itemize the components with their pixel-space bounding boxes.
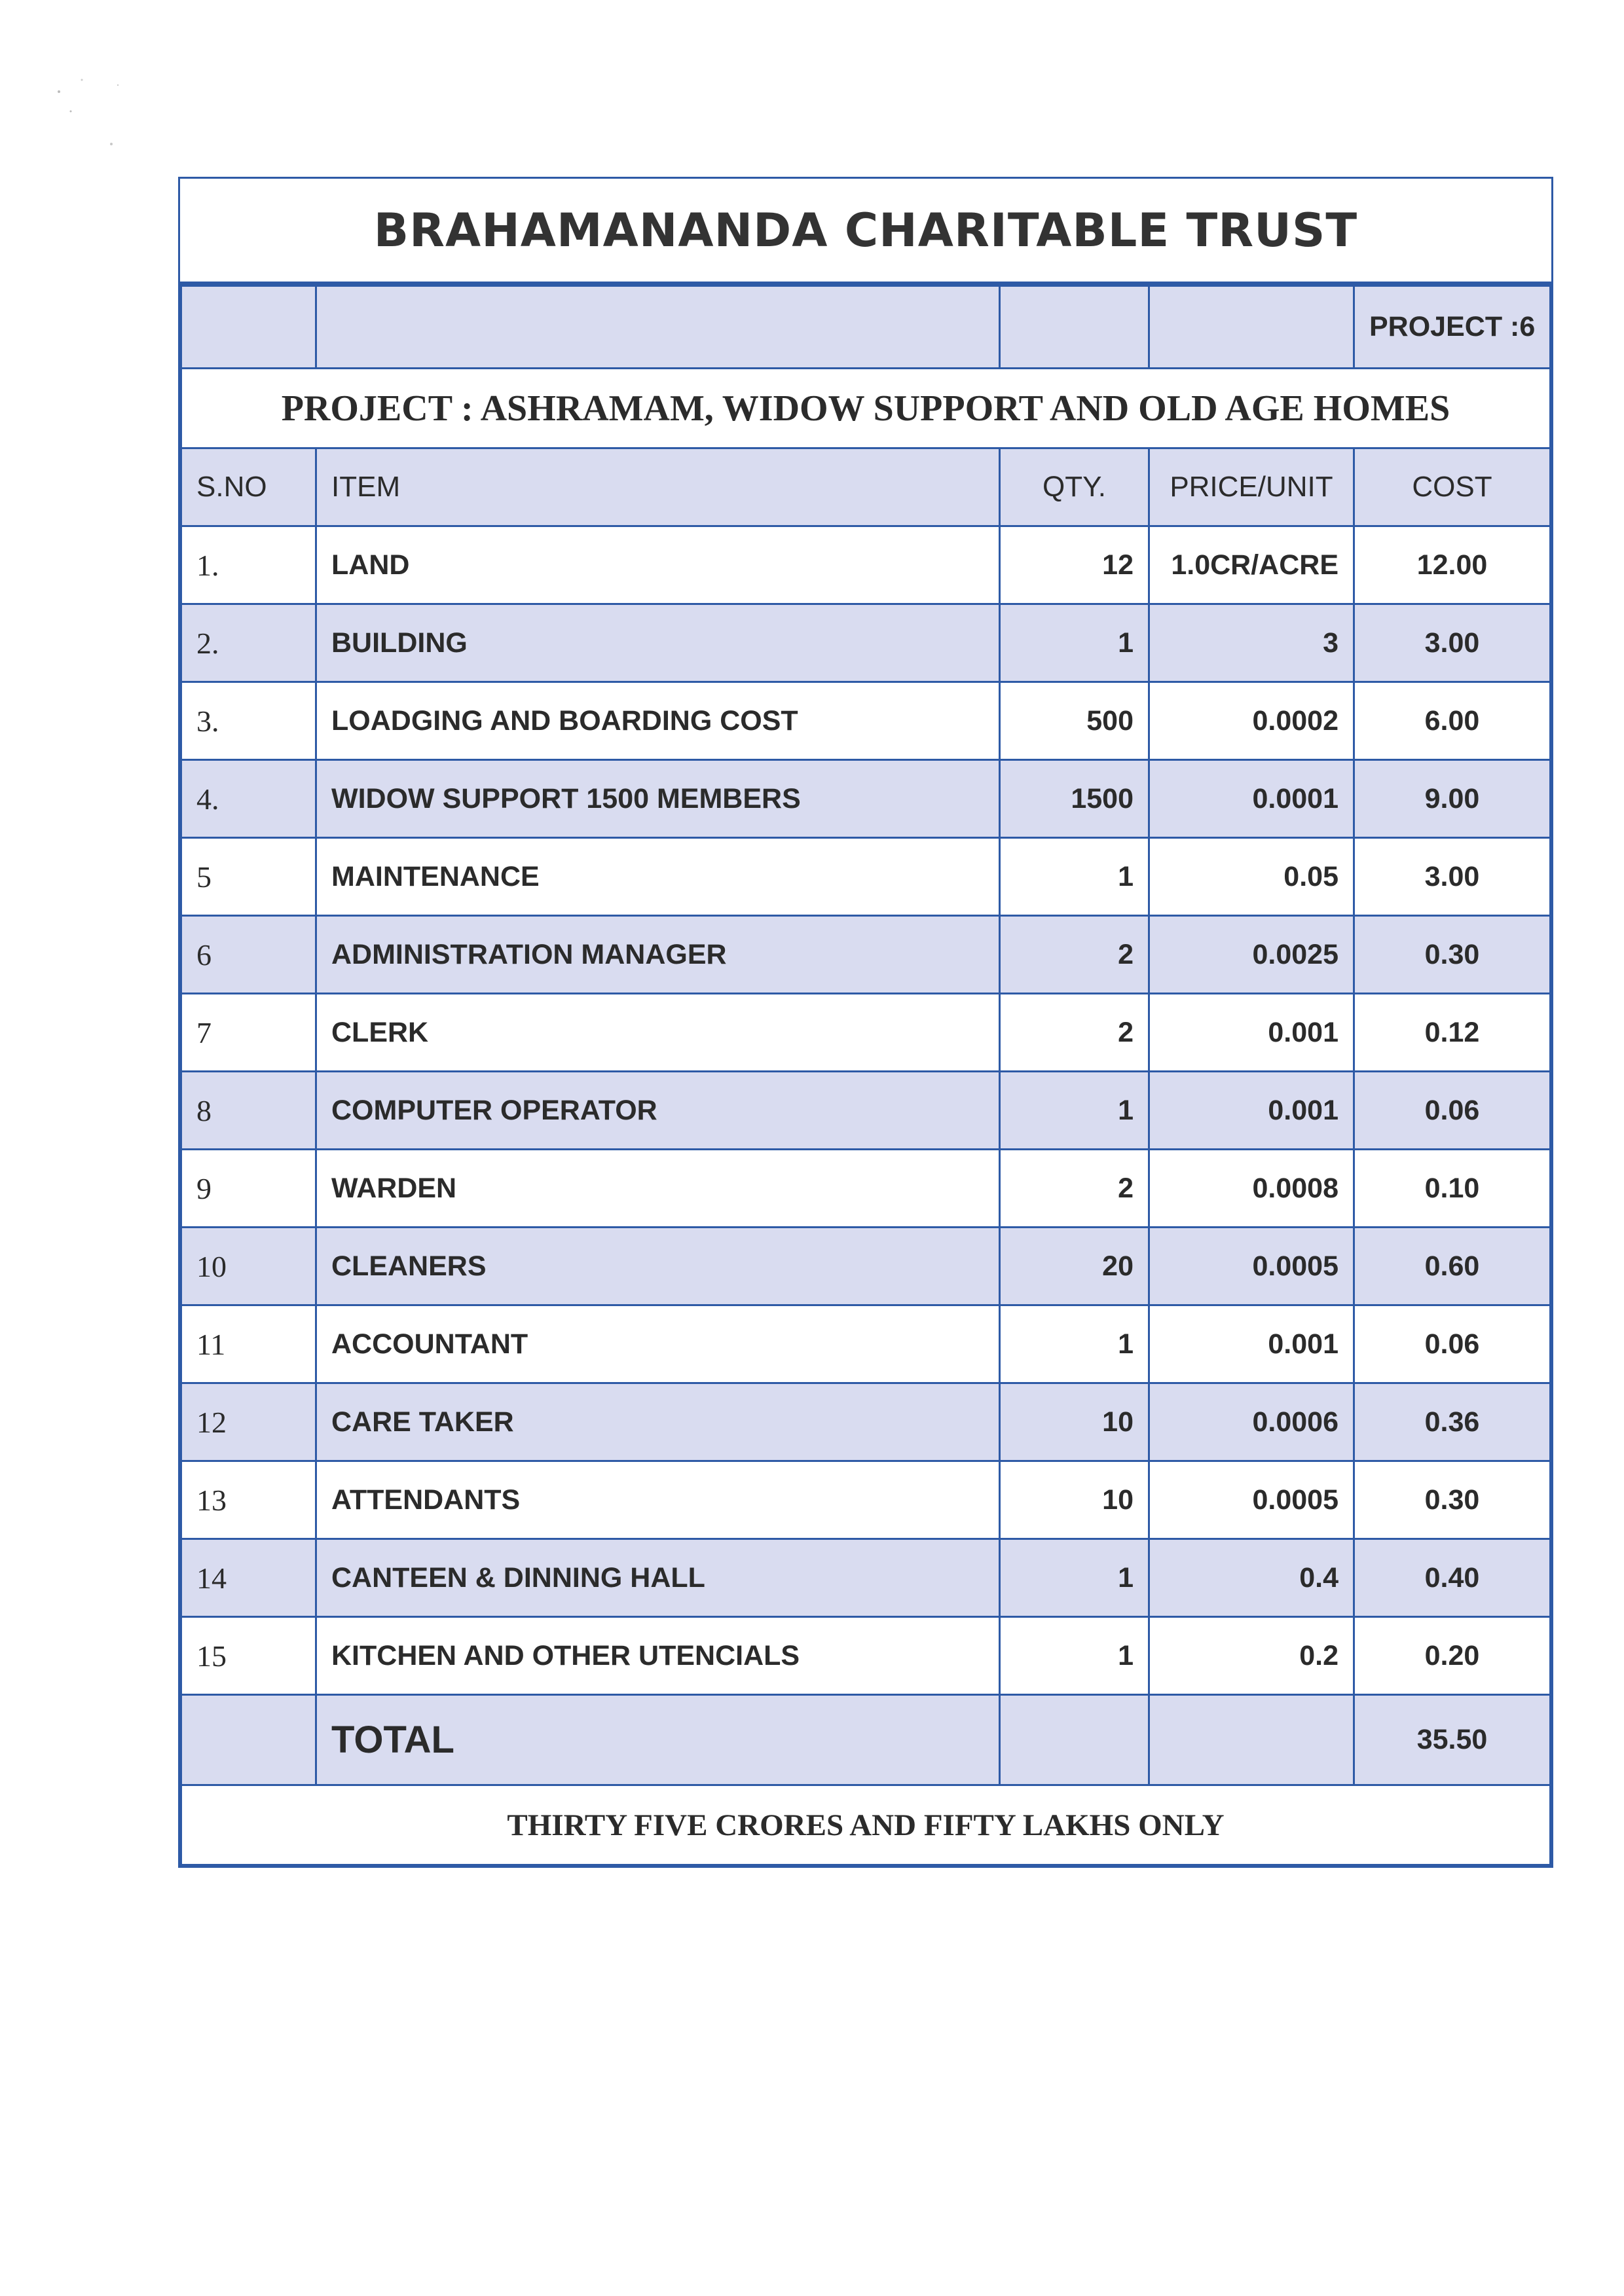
row-sno: 4. (181, 760, 316, 838)
table-row (181, 1150, 1551, 1228)
header-item: ITEM (316, 448, 1000, 526)
amount-in-words-row (181, 1785, 1551, 1865)
row-qty: 2 (1000, 916, 1149, 994)
row-sno: 6 (181, 916, 316, 994)
row-price: 0.001 (1149, 1072, 1354, 1150)
row-cost: 9.00 (1354, 760, 1551, 838)
total-label: TOTAL (316, 1695, 1000, 1785)
row-qty: 1 (1000, 838, 1149, 916)
row-qty: 2 (1000, 1150, 1149, 1228)
row-sno: 3. (181, 682, 316, 760)
row-price: 0.0008 (1149, 1150, 1354, 1228)
row-cost: 6.00 (1354, 682, 1551, 760)
row-item: LOADGING AND BOARDING COST (316, 682, 1000, 760)
row-item: LAND (316, 526, 1000, 604)
row-cost: 0.30 (1354, 1461, 1551, 1539)
row-cost: 3.00 (1354, 838, 1551, 916)
row-item: CARE TAKER (316, 1383, 1000, 1461)
table-row (181, 1383, 1551, 1461)
row-qty: 1 (1000, 1617, 1149, 1695)
subtitle-row (181, 369, 1551, 448)
row-sno: 5 (181, 838, 316, 916)
row-item: ADMINISTRATION MANAGER (316, 916, 1000, 994)
title-row (180, 179, 1551, 285)
row-price: 0.2 (1149, 1617, 1354, 1695)
row-qty: 1 (1000, 604, 1149, 682)
row-cost: 0.40 (1354, 1539, 1551, 1617)
table-row (181, 760, 1551, 838)
header-sno: S.NO (181, 448, 316, 526)
row-item: ATTENDANTS (316, 1461, 1000, 1539)
row-item: CLERK (316, 994, 1000, 1072)
row-qty: 1 (1000, 1539, 1149, 1617)
project-number: PROJECT :6 (1354, 286, 1551, 369)
table-row (181, 1228, 1551, 1305)
row-sno: 2. (181, 604, 316, 682)
row-price: 0.0006 (1149, 1383, 1354, 1461)
table-row (181, 1305, 1551, 1383)
row-sno: 13 (181, 1461, 316, 1539)
header-cost: COST (1354, 448, 1551, 526)
row-item: MAINTENANCE (316, 838, 1000, 916)
row-qty: 1 (1000, 1072, 1149, 1150)
row-qty: 1 (1000, 1305, 1149, 1383)
total-row (181, 1695, 1551, 1785)
row-price: 0.0005 (1149, 1461, 1354, 1539)
row-price: 3 (1149, 604, 1354, 682)
row-cost: 0.20 (1354, 1617, 1551, 1695)
row-item: WARDEN (316, 1150, 1000, 1228)
row-item: KITCHEN AND OTHER UTENCIALS (316, 1617, 1000, 1695)
row-qty: 10 (1000, 1461, 1149, 1539)
cost-sheet (178, 177, 1553, 1868)
header-price: PRICE/UNIT (1149, 448, 1354, 526)
table-row (181, 1539, 1551, 1617)
row-item: COMPUTER OPERATOR (316, 1072, 1000, 1150)
column-header-row (181, 448, 1551, 526)
row-cost: 0.06 (1354, 1072, 1551, 1150)
row-item: CANTEEN & DINNING HALL (316, 1539, 1000, 1617)
total-cost: 35.50 (1354, 1695, 1551, 1785)
row-item: BUILDING (316, 604, 1000, 682)
row-sno: 14 (181, 1539, 316, 1617)
table-row (181, 682, 1551, 760)
row-qty: 10 (1000, 1383, 1149, 1461)
table-row (181, 1461, 1551, 1539)
table-row (181, 526, 1551, 604)
row-cost: 0.12 (1354, 994, 1551, 1072)
row-sno: 15 (181, 1617, 316, 1695)
row-price: 0.0025 (1149, 916, 1354, 994)
scan-specks (46, 65, 151, 157)
table-row (181, 916, 1551, 994)
row-sno: 8 (181, 1072, 316, 1150)
row-cost: 0.36 (1354, 1383, 1551, 1461)
row-sno: 11 (181, 1305, 316, 1383)
row-sno: 1. (181, 526, 316, 604)
table-row (181, 1617, 1551, 1695)
row-item: CLEANERS (316, 1228, 1000, 1305)
row-qty: 20 (1000, 1228, 1149, 1305)
trust-title: BRAHAMANANDA CHARITABLE TRUST (373, 203, 1358, 257)
project-number-row (181, 286, 1551, 369)
amount-in-words: THIRTY FIVE CRORES AND FIFTY LAKHS ONLY (181, 1785, 1551, 1865)
row-price: 0.001 (1149, 994, 1354, 1072)
row-cost: 0.30 (1354, 916, 1551, 994)
row-price: 0.0005 (1149, 1228, 1354, 1305)
row-sno: 12 (181, 1383, 316, 1461)
row-item: WIDOW SUPPORT 1500 MEMBERS (316, 760, 1000, 838)
header-qty: QTY. (1000, 448, 1149, 526)
row-item: ACCOUNTANT (316, 1305, 1000, 1383)
table-row (181, 1072, 1551, 1150)
row-qty: 1500 (1000, 760, 1149, 838)
row-sno: 7 (181, 994, 316, 1072)
row-price: 0.0002 (1149, 682, 1354, 760)
row-sno: 9 (181, 1150, 316, 1228)
row-qty: 500 (1000, 682, 1149, 760)
row-cost: 3.00 (1354, 604, 1551, 682)
row-sno: 10 (181, 1228, 316, 1305)
row-qty: 12 (1000, 526, 1149, 604)
row-price: 0.4 (1149, 1539, 1354, 1617)
row-price: 0.001 (1149, 1305, 1354, 1383)
row-cost: 0.60 (1354, 1228, 1551, 1305)
row-cost: 0.06 (1354, 1305, 1551, 1383)
table-row (181, 838, 1551, 916)
row-qty: 2 (1000, 994, 1149, 1072)
project-subtitle: PROJECT : ASHRAMAM, WIDOW SUPPORT AND OLD AGE HOMES (181, 369, 1551, 448)
row-price: 0.05 (1149, 838, 1354, 916)
row-price: 1.0CR/ACRE (1149, 526, 1354, 604)
cost-table (180, 285, 1551, 1866)
table-row (181, 994, 1551, 1072)
row-cost: 12.00 (1354, 526, 1551, 604)
row-cost: 0.10 (1354, 1150, 1551, 1228)
row-price: 0.0001 (1149, 760, 1354, 838)
table-row (181, 604, 1551, 682)
